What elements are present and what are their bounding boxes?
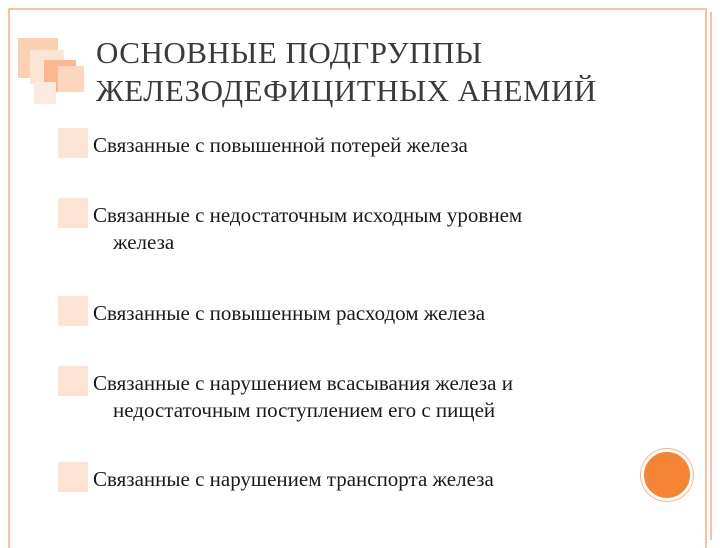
list-item [93, 202, 673, 256]
title-line-1: ОСНОВНЫЕ ПОДГРУППЫ [96, 35, 483, 70]
decor-square [34, 82, 56, 104]
decor-square [58, 66, 84, 92]
list-item-text-cont: недостаточным поступлением его с пищей [113, 398, 496, 422]
right-rail-line [710, 12, 712, 540]
list-item-text-cont: железа [113, 230, 175, 254]
list-item-text: Связанные с нарушением транспорта железа [93, 467, 494, 491]
bullet-marker [58, 128, 88, 158]
bullet-marker [58, 462, 88, 492]
list-item [93, 370, 673, 424]
list-item-text: Связанные с повышенным расходом железа [93, 301, 486, 325]
list-item [93, 300, 673, 327]
accent-circle [641, 449, 693, 501]
list-item [93, 132, 673, 159]
list-item-text: Связанные с нарушением всасывания железа и [93, 371, 513, 395]
bullet-marker [58, 296, 88, 326]
list-item [93, 466, 673, 493]
bullet-marker [58, 366, 88, 396]
slide-title [96, 34, 696, 110]
title-line-2: ЖЕЛЕЗОДЕФИЦИТНЫХ АНЕМИЙ [96, 73, 597, 108]
bullet-marker [58, 198, 88, 228]
list-item-text: Связанные с повышенной потерей железа [93, 133, 468, 157]
list-item-text: Связанные с недостаточным исходным уровнем [93, 203, 523, 227]
